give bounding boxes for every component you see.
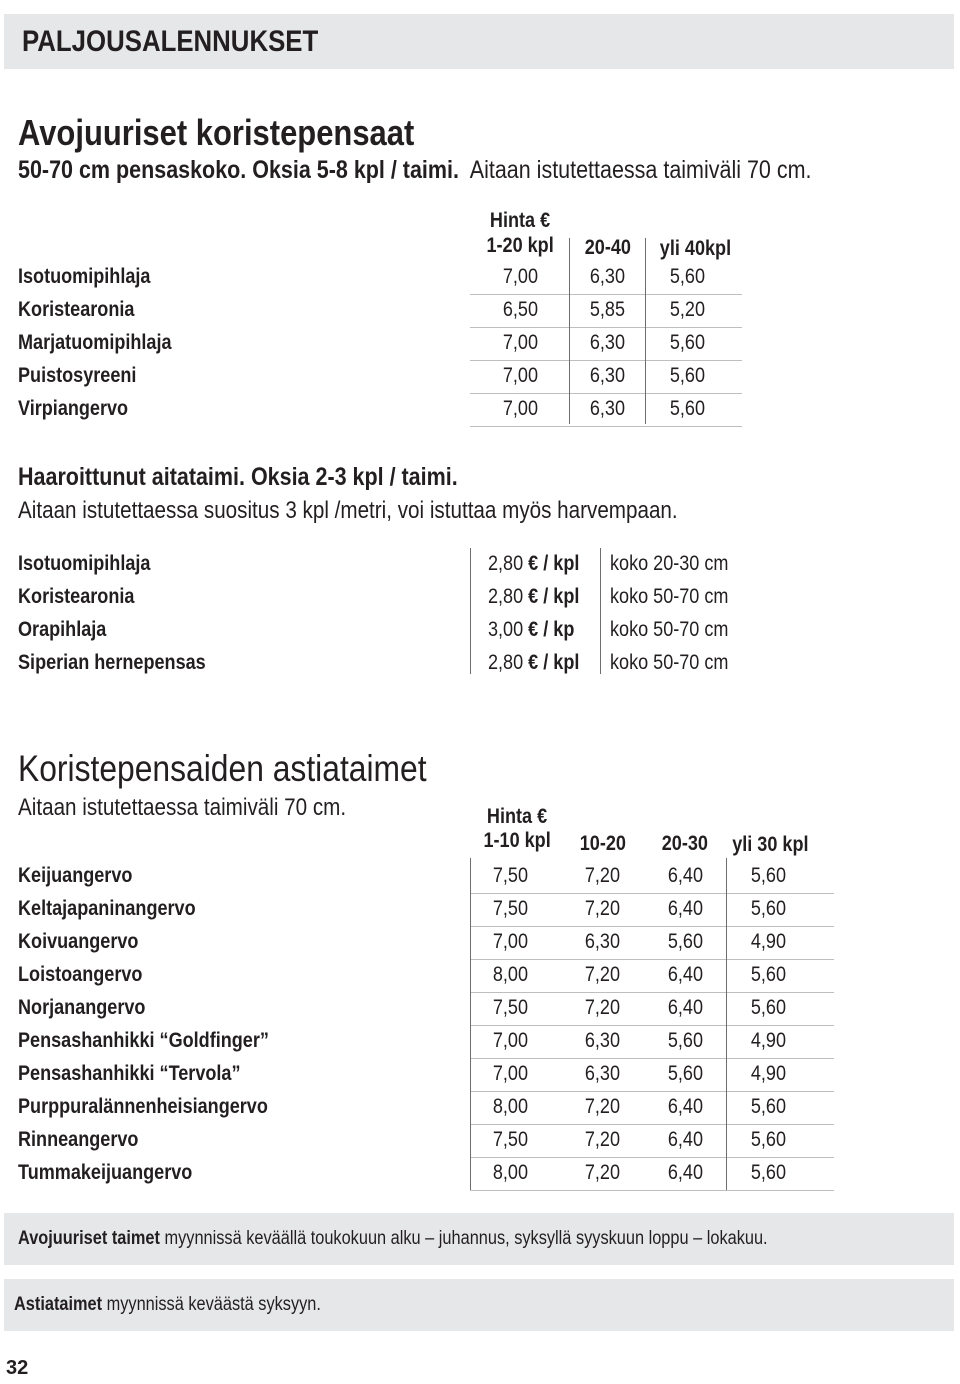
column-divider [645,238,646,424]
table-cell-price: 7,20 [584,864,621,887]
table-cell-price: 7,50 [492,1128,528,1151]
table-row-name: Siperian hernepensas [18,651,206,674]
table-cell-price: 7,20 [584,996,621,1019]
table-row-name: Marjatuomipihlaja [18,331,172,354]
section3-col2-header: 10-20 [579,832,626,855]
table-cell-price: 6,30 [589,265,626,288]
footer-note2-bold: Astiataimet [14,1294,103,1315]
footer-note1-text: myynnissä keväällä toukokuun alku – juhannus, syksyllä syyskuun loppu – lokakuu. [164,1228,768,1249]
table-cell-price: 6,50 [502,298,538,321]
table-cell-price: 7,00 [492,1062,528,1085]
page-title [22,25,366,59]
table-cell-price: 6,40 [667,897,703,920]
table-cell-price: 5,60 [750,1095,786,1118]
table-cell-price: 6,30 [589,331,626,354]
section1-price-header: Hinta € [489,209,551,232]
section1-subtitle-normal: Aitaan istutettaessa taimiväli 70 cm. [469,156,812,184]
column-divider [600,548,601,674]
table-cell-price: 7,00 [502,265,538,288]
table-cell-price: 5,60 [669,331,706,354]
table-cell-price: 7,20 [584,1128,621,1151]
table-cell-price: 6,40 [667,963,703,986]
row-divider [470,1124,834,1125]
table-cell-price: 5,60 [669,364,706,387]
row-divider [470,893,834,894]
row-divider [470,294,742,295]
table-cell-price: 5,60 [667,1029,703,1052]
row-divider [470,1025,834,1026]
row-divider [470,959,834,960]
table-cell-price: 7,00 [502,331,538,354]
table-cell-size: koko 50-70 cm [610,618,729,641]
table-row-name: Keltajapaninangervo [18,897,196,920]
page-title-text: PALJOUSALENNUKSET [22,25,319,58]
table-cell-price: 3,00 € / kp [488,618,575,641]
table-cell-price: 6,30 [584,1062,621,1085]
footer-note1 [18,1228,890,1250]
table-cell-price: 7,00 [502,364,538,387]
row-divider [470,1190,834,1191]
column-divider [726,858,727,1190]
table-row-name: Rinneangervo [18,1128,139,1151]
table-cell-price: 2,80 € / kpl [488,585,580,608]
row-divider [470,1157,834,1158]
row-divider [470,1058,834,1059]
row-divider [470,327,742,328]
table-cell-price: 7,20 [584,963,621,986]
table-cell-price: 5,60 [750,1128,786,1151]
table-row-name: Isotuomipihlaja [18,265,151,288]
row-divider [470,992,834,993]
page-number: 32 [6,1357,29,1379]
section1-subtitle [18,156,941,185]
table-cell-price: 6,30 [584,930,621,953]
table-cell-price: 6,30 [589,364,626,387]
table-cell-price: 7,50 [492,864,528,887]
table-cell-price: 6,30 [589,397,626,420]
table-row-name: Koivuangervo [18,930,139,953]
footer-note1-bold: Avojuuriset taimet [18,1228,160,1249]
table-row-name: Keijuangervo [18,864,133,887]
table-row-name: Pensashanhikki “Tervola” [18,1062,241,1085]
column-divider [569,238,570,424]
table-cell-size: koko 50-70 cm [610,585,729,608]
table-cell-size: koko 20-30 cm [610,552,729,575]
table-cell-price: 5,60 [669,397,706,420]
table-cell-price: 8,00 [492,1095,528,1118]
table-row-name: Orapihlaja [18,618,107,641]
table-cell-price: 5,60 [667,930,703,953]
table-cell-price: 6,40 [667,1161,703,1184]
section2-title: Haaroittunut aitataimi. Oksia 2-3 kpl / taimi. [18,463,458,491]
row-divider [470,393,742,394]
table-row-name: Koristearonia [18,298,135,321]
table-row-name: Puistosyreeni [18,364,137,387]
column-divider [470,548,471,674]
table-row-name: Isotuomipihlaja [18,552,151,575]
table-row-name: Koristearonia [18,585,135,608]
table-cell-price: 5,60 [667,1062,703,1085]
table-cell-price: 5,60 [750,1161,786,1184]
row-divider [470,426,742,427]
table-cell-size: koko 50-70 cm [610,651,729,674]
table-row-name: Loistoangervo [18,963,143,986]
table-cell-price: 6,40 [667,1095,703,1118]
table-cell-price: 5,60 [750,996,786,1019]
table-cell-price: 7,20 [584,1095,621,1118]
section1-col3-header: yli 40kpl [659,237,731,260]
table-cell-price: 6,40 [667,1128,703,1151]
footer-note2 [14,1294,371,1316]
table-row-name: Purppuralännenheisiangervo [18,1095,268,1118]
table-cell-price: 7,50 [492,996,528,1019]
table-cell-price: 7,00 [492,930,528,953]
table-cell-price: 5,20 [669,298,706,321]
row-divider [470,1091,834,1092]
section3-subtitle: Aitaan istutettaessa taimiväli 70 cm. [18,794,347,821]
section3-price-header: Hinta € [487,805,548,828]
section2-subtitle: Aitaan istutettaessa suositus 3 kpl /metri, voi istuttaa myös harvempaan. [18,497,678,524]
table-cell-price: 5,60 [750,864,786,887]
section1-title-text: Avojuuriset koristepensaat [18,112,415,153]
table-cell-price: 4,90 [750,930,786,953]
section1-col1-header: 1-20 kpl [486,234,554,257]
table-cell-price: 7,20 [584,1161,621,1184]
section3-col4-header: yli 30 kpl [731,833,809,856]
table-row-name: Pensashanhikki “Goldfinger” [18,1029,269,1052]
table-cell-price: 4,90 [750,1062,786,1085]
table-cell-price: 7,50 [492,897,528,920]
section3-col1-header: 1-10 kpl [483,829,552,852]
table-cell-price: 6,40 [667,996,703,1019]
table-cell-price: 2,80 € / kpl [488,651,580,674]
row-divider [470,926,834,927]
table-row-name: Virpiangervo [18,397,129,420]
table-cell-price: 4,90 [750,1029,786,1052]
table-cell-price: 8,00 [492,1161,528,1184]
section3-title: Koristepensaiden astiataimet [18,748,427,789]
table-cell-price: 7,20 [584,897,621,920]
table-cell-price: 5,85 [589,298,626,321]
table-row-name: Norjanangervo [18,996,146,1019]
section1-col2-header: 20-40 [584,236,631,259]
column-divider [470,858,471,1190]
table-cell-price: 7,00 [492,1029,528,1052]
section1-subtitle-bold: 50-70 cm pensaskoko. Oksia 5-8 kpl / taimi. [18,156,459,184]
table-cell-price: 2,80 € / kpl [488,552,580,575]
table-row-name: Tummakeijuangervo [18,1161,193,1184]
table-cell-price: 8,00 [492,963,528,986]
section1-title [18,112,479,154]
table-cell-price: 5,60 [750,963,786,986]
table-cell-price: 6,30 [584,1029,621,1052]
table-cell-price: 5,60 [750,897,786,920]
table-cell-price: 5,60 [669,265,706,288]
footer-note2-text: myynnissä keväästä syksyyn. [106,1294,321,1315]
section3-col3-header: 20-30 [661,832,708,855]
table-cell-price: 6,40 [667,864,703,887]
table-cell-price: 7,00 [502,397,538,420]
row-divider [470,360,742,361]
